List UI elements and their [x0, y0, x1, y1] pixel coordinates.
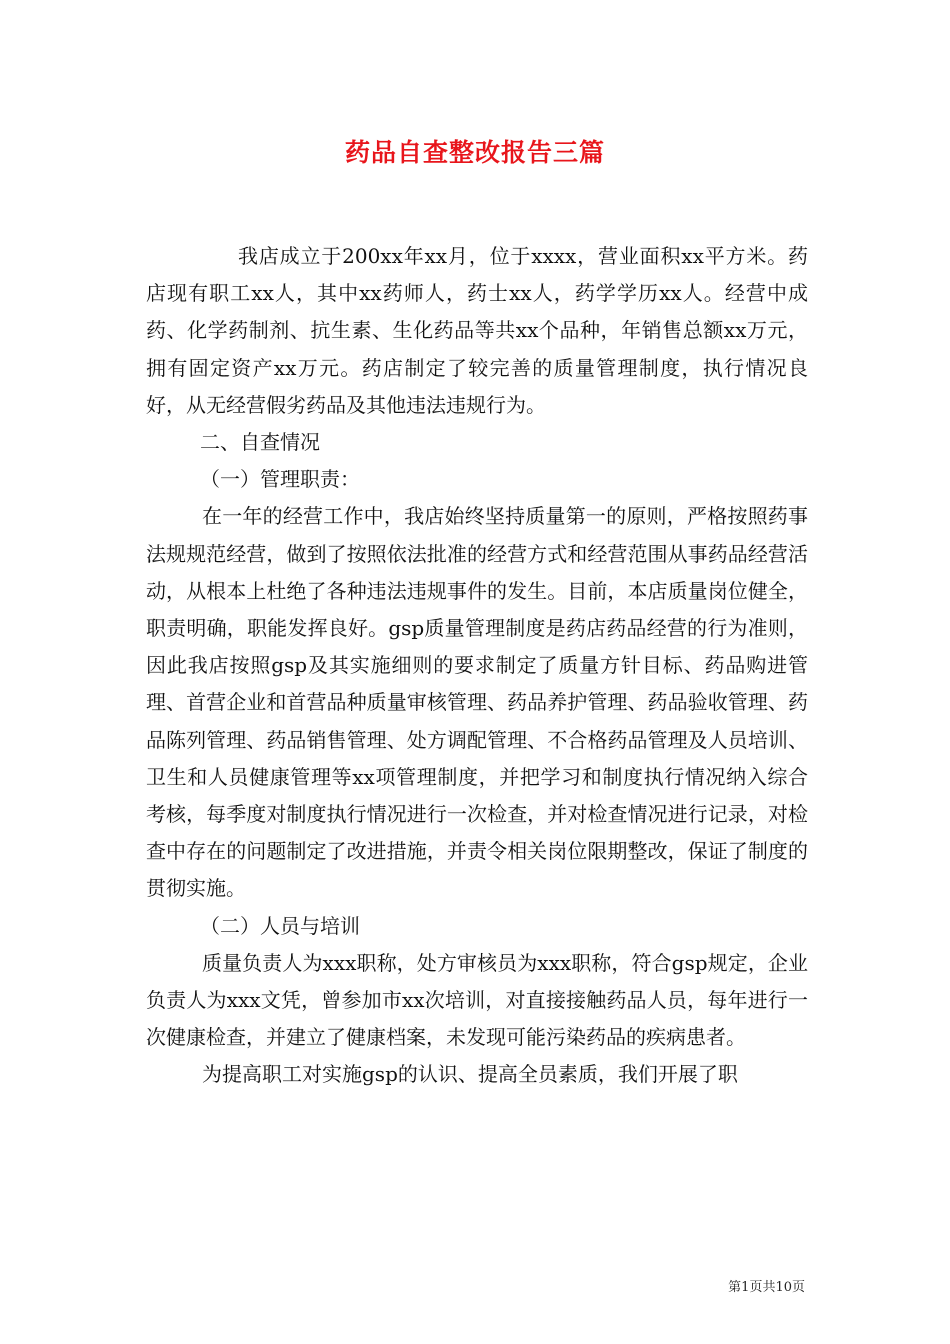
training-paragraph: 为提高职工对实施gsp的认识、提高全员素质，我们开展了职	[202, 1062, 738, 1087]
document-body	[146, 238, 808, 1094]
management-paragraph: 在一年的经营工作中，我店始终坚持质量第一的原则，严格按照药事法规规范经营，做到了按照依法批准的经营方式和经营范围从事药品经营活动，从根本上杜绝了各种违法违规事件的发生。目前，本店质量岗位健全，职责明确，职能发挥良好。gsp质量管理制度是药店药品经营的行为准则，因此我店按照gsp及其实施细则的要求制定了质量方针目标、药品购进管理、首营企业和首营品种质量审核管理、药品养护管理、药品验收管理、药品陈列管理、药品销售管理、处方调配管理、不合格药品管理及人员培训、卫生和人员健康管理等xx项管理制度，并把学习和制度执行情况纳入综合考核，每季度对制度执行情况进行一次检查，并对检查情况进行记录，对检查中存在的问题制定了改进措施，并责令相关岗位限期整改，保证了制度的贯彻实施。	[146, 504, 808, 901]
subsection-heading-personnel: （二）人员与培训	[200, 913, 360, 938]
page-number: 第1页共10页	[728, 1280, 805, 1295]
personnel-paragraph: 质量负责人为xxx职称，处方审核员为xxx职称，符合gsp规定，企业负责人为xxx文凭，曾参加市xx次培训，对直接接触药品人员，每年进行一次健康检查，并建立了健康档案，未发现可能污染药品的疾病患者。	[146, 950, 808, 1050]
intro-paragraph: 我店成立于200xx年xx月，位于xxxx，营业面积xx平方米。药店现有职工xx人，其中xx药师人，药士xx人，药学学历xx人。经营中成药、化学药制剂、抗生素、生化药品等共xx个品种，年销售总额xx万元，拥有固定资产xx万元。药店制定了较完善的质量管理制度，执行情况良好，从无经营假劣药品及其他违法违规行为。	[146, 244, 808, 417]
subsection-heading-management: （一）管理职责：	[200, 467, 360, 492]
document-title: 药品自查整改报告三篇	[344, 138, 605, 167]
section-heading-self-check: 二、自查情况	[200, 430, 320, 455]
